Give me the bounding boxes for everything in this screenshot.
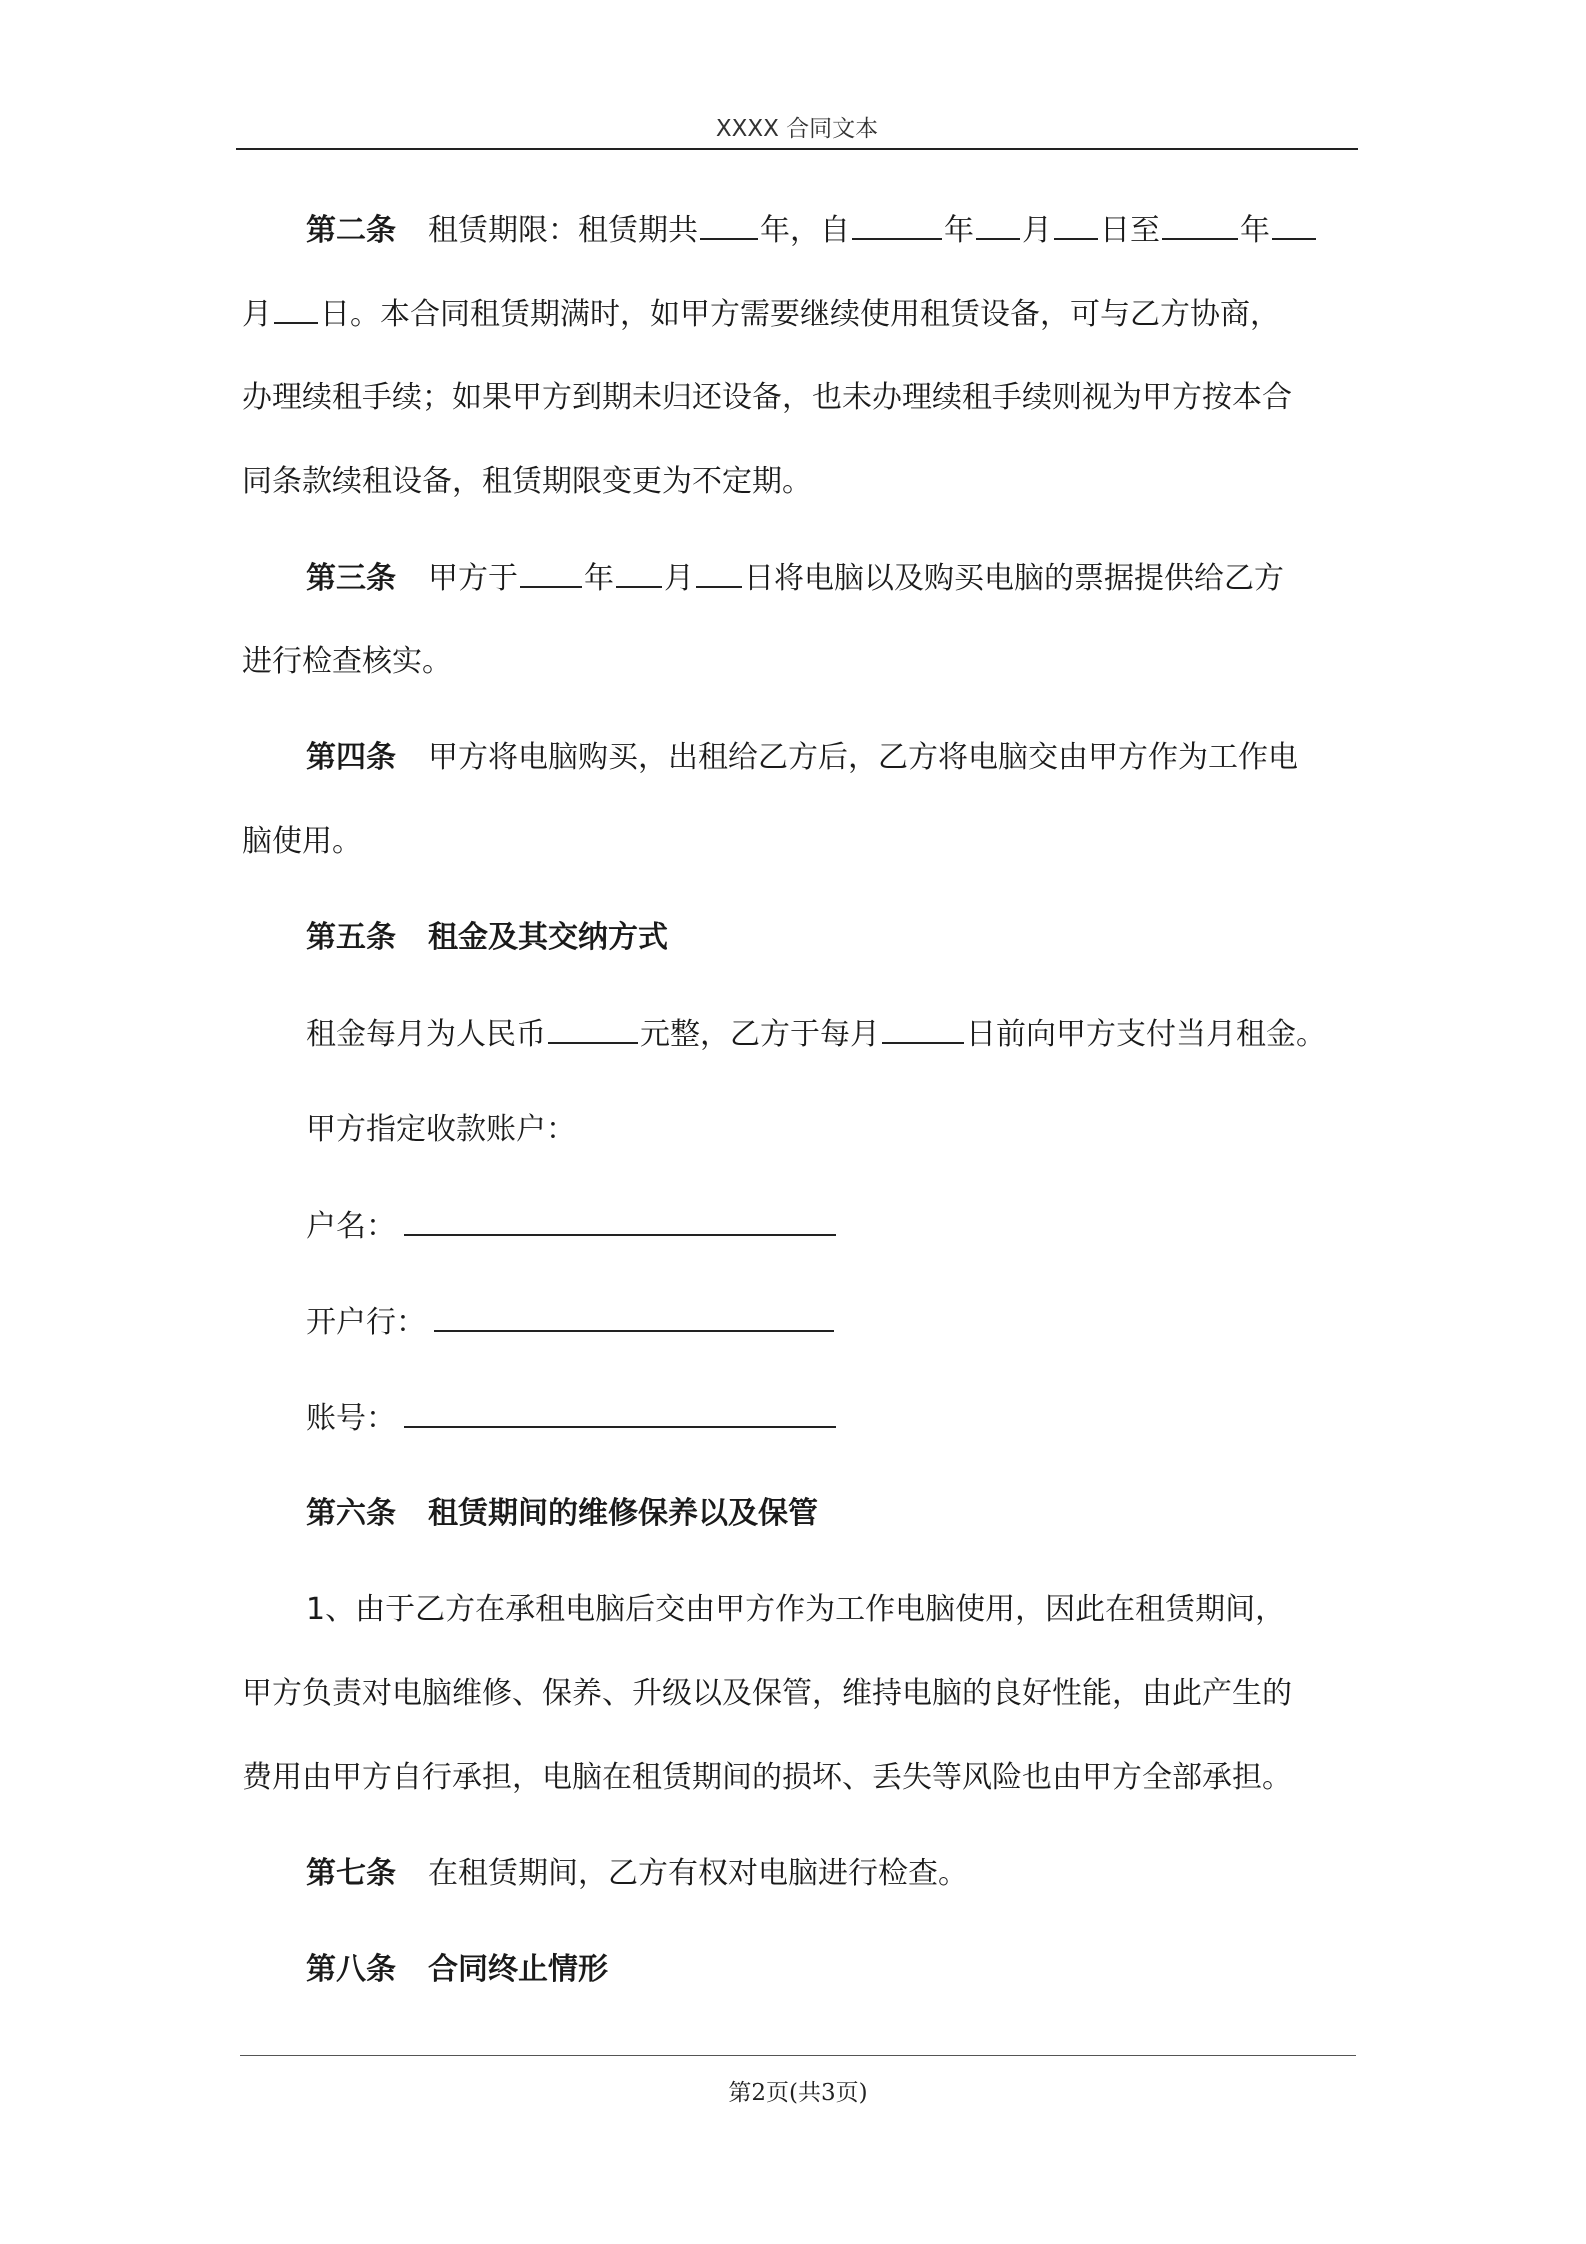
start-day-blank[interactable] xyxy=(1054,208,1098,240)
clause2-line1: 第二条 租赁期限：租赁期共 年，自 年 月 日至 年 xyxy=(306,208,1318,253)
footer-divider xyxy=(240,2055,1356,2056)
clause2-line3: 办理续租手续；如果甲方到期未归还设备，也未办理续租手续则视为甲方按本合 xyxy=(242,380,1292,415)
clause5-heading: 第五条 租金及其交纳方式 xyxy=(306,920,668,955)
clause6-p2: 甲方负责对电脑维修、保养、升级以及保管，维持电脑的良好性能，由此产生的 xyxy=(242,1676,1292,1711)
delivery-day-blank[interactable] xyxy=(696,556,742,588)
clause8-heading: 第八条 合同终止情形 xyxy=(306,1952,608,1987)
start-month-blank[interactable] xyxy=(976,208,1020,240)
account-name-row: 户名： xyxy=(306,1204,838,1249)
clause6-p3: 费用由甲方自行承担，电脑在租赁期间的损坏、丢失等风险也由甲方全部承担。 xyxy=(242,1760,1292,1795)
account-name-field[interactable] xyxy=(404,1204,836,1236)
account-title: 甲方指定收款账户： xyxy=(306,1112,576,1147)
clause3-line1: 第三条 甲方于 年 月 日将电脑以及购买电脑的票据提供给乙方 xyxy=(306,556,1284,601)
rent-line: 租金每月为人民币 元整，乙方于每月 日前向甲方支付当月租金。 xyxy=(306,1012,1326,1057)
clause2-label: 第二条 xyxy=(306,213,396,248)
delivery-year-blank[interactable] xyxy=(520,556,582,588)
end-month-blank[interactable] xyxy=(1272,208,1316,240)
page-number: 第2页(共3页) xyxy=(728,2080,868,2106)
clause3-line2: 进行检查核实。 xyxy=(242,644,452,679)
clause3-label: 第三条 xyxy=(306,561,396,596)
page-header: XXXX 合同文本 xyxy=(715,116,879,142)
clause6-heading: 第六条 租赁期间的维修保养以及保管 xyxy=(306,1496,818,1531)
bank-field[interactable] xyxy=(434,1300,834,1332)
clause6-label: 第六条 xyxy=(306,1496,396,1531)
rent-amount-blank[interactable] xyxy=(548,1012,638,1044)
clause4-line2: 脑使用。 xyxy=(242,824,362,859)
account-no-field[interactable] xyxy=(404,1396,836,1428)
clause7-line: 第七条 在租赁期间，乙方有权对电脑进行检查。 xyxy=(306,1856,968,1891)
header-divider xyxy=(236,148,1358,150)
clause2-line4: 同条款续租设备，租赁期限变更为不定期。 xyxy=(242,464,812,499)
clause7-label: 第七条 xyxy=(306,1856,396,1891)
clause8-label: 第八条 xyxy=(306,1952,396,1987)
payment-day-blank[interactable] xyxy=(882,1012,964,1044)
clause4-line1: 第四条 甲方将电脑购买，出租给乙方后，乙方将电脑交由甲方作为工作电 xyxy=(306,740,1298,775)
clause2-line2: 月 日。本合同租赁期满时，如甲方需要继续使用租赁设备，可与乙方协商， xyxy=(242,292,1280,337)
account-no-row: 账号： xyxy=(306,1396,838,1441)
lease-years-blank[interactable] xyxy=(700,208,758,240)
end-year-blank[interactable] xyxy=(1162,208,1238,240)
end-day-blank[interactable] xyxy=(274,292,318,324)
clause6-p1: 1、由于乙方在承租电脑后交由甲方作为工作电脑使用，因此在租赁期间， xyxy=(306,1592,1286,1627)
clause4-label: 第四条 xyxy=(306,740,396,775)
bank-row: 开户行： xyxy=(306,1300,836,1345)
start-year-blank[interactable] xyxy=(852,208,942,240)
clause5-label: 第五条 xyxy=(306,920,396,955)
delivery-month-blank[interactable] xyxy=(616,556,662,588)
